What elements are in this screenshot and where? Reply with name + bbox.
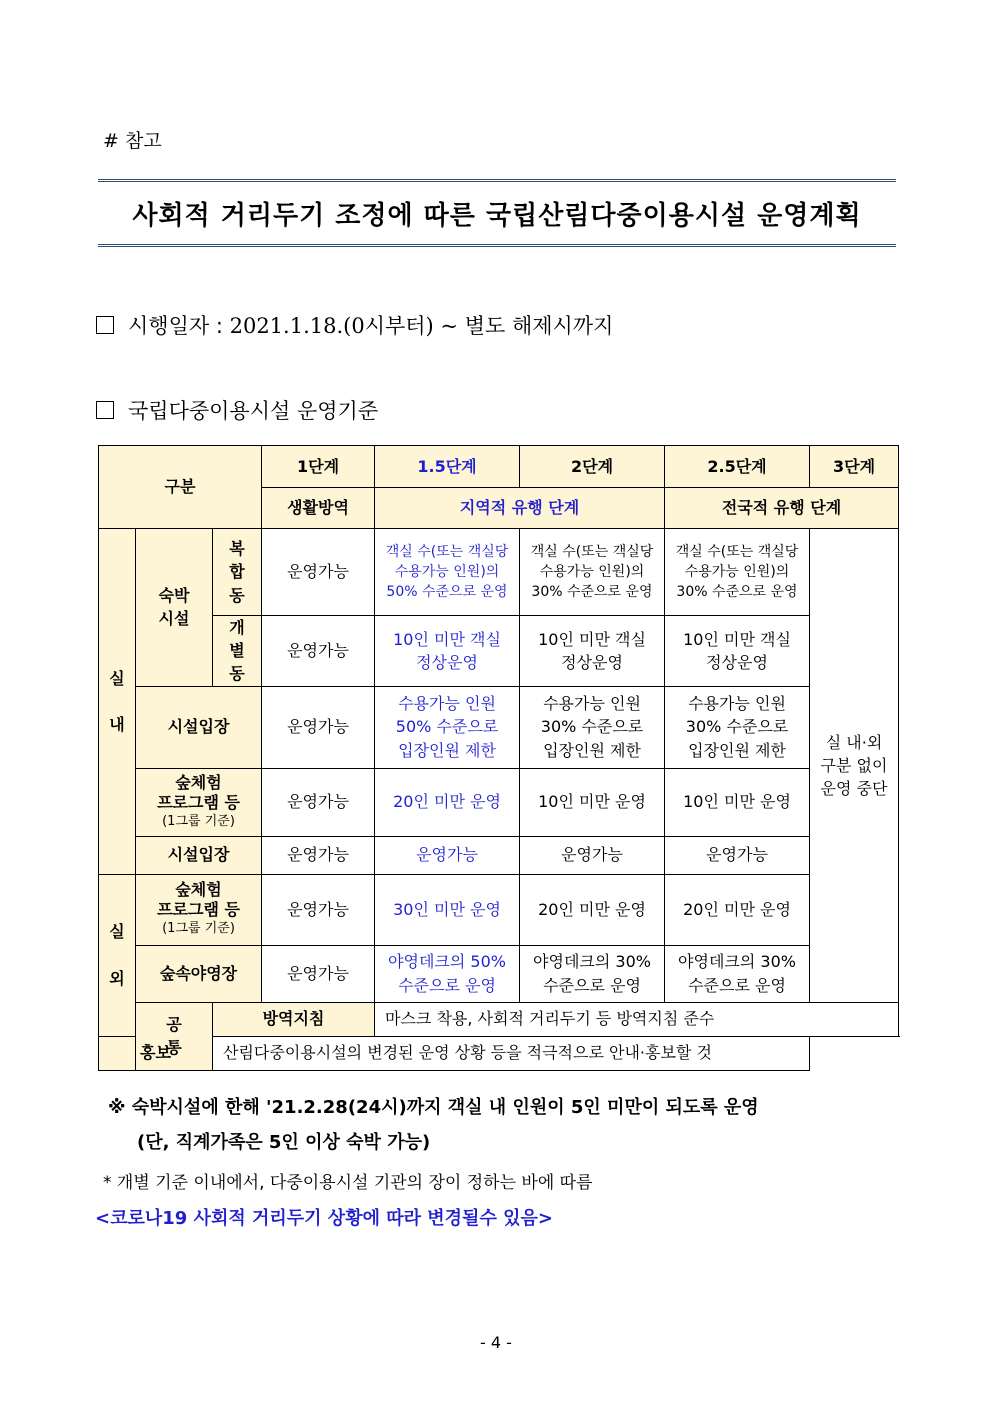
level-national: 전국적 유행 단계 — [665, 488, 899, 529]
indoor-label: 실 내 — [99, 529, 136, 875]
cell: 운영가능 — [375, 836, 520, 874]
cell: 야영데크의 50% 수준으로 운영 — [375, 945, 520, 1002]
reference-note: # 참고 — [103, 130, 162, 152]
complex-label: 복 합 동 — [213, 529, 262, 616]
page-number: - 4 - — [480, 1333, 512, 1352]
lodging-label: 숙박 시설 — [136, 529, 213, 687]
indoor-program-label: 숲체험 프로그램 등 (1그룹 기준) — [136, 768, 262, 836]
common-label: 공 통 — [136, 1002, 213, 1070]
section1-label: 시행일자 : — [128, 314, 223, 338]
camping-label: 숲속야영장 — [136, 945, 262, 1002]
cell: 운영가능 — [262, 836, 375, 874]
cell: 10인 미만 운영 — [665, 768, 810, 836]
cell: 10인 미만 운영 — [520, 768, 665, 836]
cell: 운영가능 — [262, 686, 375, 768]
footnote-lodging-exception: (단, 직계가족은 5인 이상 숙박 가능) — [137, 1132, 431, 1153]
cell: 객실 수(또는 객실당 수용가능 인원)의 50% 수준으로 운영 — [375, 529, 520, 616]
cell: 20인 미만 운영 — [665, 874, 810, 945]
stage-3: 3단계 — [810, 446, 899, 488]
level-regional: 지역적 유행 단계 — [375, 488, 665, 529]
cell: 야영데크의 30% 수준으로 운영 — [520, 945, 665, 1002]
cell: 10인 미만 객실 정상운영 — [665, 616, 810, 687]
section1-value: 2021.1.18.(0시부터) ~ 별도 해제시까지 — [229, 314, 614, 338]
cell: 운영가능 — [665, 836, 810, 874]
cell: 20인 미만 운영 — [375, 768, 520, 836]
cell: 운영가능 — [262, 874, 375, 945]
cell: 10인 미만 객실 정상운영 — [375, 616, 520, 687]
promotion-value: 산림다중이용시설의 변경된 운영 상황 등을 적극적으로 안내·홍보할 것 — [213, 1036, 810, 1070]
checkbox-square-icon — [96, 316, 114, 334]
page-title: 사회적 거리두기 조정에 따른 국립산림다중이용시설 운영계획 — [132, 200, 862, 231]
section-effective-date — [96, 310, 613, 340]
cell: 수용가능 인원 30% 수준으로 입장인원 제한 — [665, 686, 810, 768]
col-label: 구분 — [99, 446, 262, 529]
stage-2: 2단계 — [520, 446, 665, 488]
stage3-cell: 실 내·외 구분 없이 운영 중단 — [810, 529, 899, 1003]
cell: 운영가능 — [520, 836, 665, 874]
quarantine-label: 방역지침 — [213, 1002, 375, 1036]
footnote-covid-notice: <코로나19 사회적 거리두기 상황에 따라 변경될수 있음> — [95, 1208, 553, 1229]
title-box — [98, 179, 896, 247]
cell: 운영가능 — [262, 529, 375, 616]
criteria-table — [98, 445, 899, 1071]
individual-label: 개 별 동 — [213, 616, 262, 687]
footnote-criteria: * 개별 기준 이내에서, 다중이용시설 기관의 장이 정하는 바에 따름 — [103, 1173, 593, 1193]
section2-label: 국립다중이용시설 운영기준 — [128, 399, 379, 423]
footnote-lodging: ※ 숙박시설에 한해 '21.2.28(24시)까지 객실 내 인원이 5인 미만이 되도록 운영 — [108, 1097, 759, 1118]
cell: 객실 수(또는 객실당 수용가능 인원)의 30% 수준으로 운영 — [665, 529, 810, 616]
cell: 수용가능 인원 30% 수준으로 입장인원 제한 — [520, 686, 665, 768]
stage-1: 1단계 — [262, 446, 375, 488]
outdoor-entry-label: 시설입장 — [136, 836, 262, 874]
outdoor-label: 실 외 — [99, 874, 136, 1036]
quarantine-value: 마스크 착용, 사회적 거리두기 등 방역지침 준수 — [375, 1002, 899, 1036]
group-basis-note: (1그룹 기준) — [162, 813, 235, 829]
indoor-entry-label: 시설입장 — [136, 686, 262, 768]
stage-1-5: 1.5단계 — [375, 446, 520, 488]
cell: 운영가능 — [262, 616, 375, 687]
stage-2-5: 2.5단계 — [665, 446, 810, 488]
checkbox-square-icon — [96, 401, 114, 419]
cell: 야영데크의 30% 수준으로 운영 — [665, 945, 810, 1002]
cell: 수용가능 인원 50% 수준으로 입장인원 제한 — [375, 686, 520, 768]
cell: 객실 수(또는 객실당 수용가능 인원)의 30% 수준으로 운영 — [520, 529, 665, 616]
outdoor-program-label: 숲체험 프로그램 등 (1그룹 기준) — [136, 874, 262, 945]
section-operating-criteria — [96, 395, 378, 425]
promotion-label: 홍보 — [99, 1036, 213, 1070]
level-daily: 생활방역 — [262, 488, 375, 529]
cell: 운영가능 — [262, 945, 375, 1002]
cell: 20인 미만 운영 — [520, 874, 665, 945]
cell: 30인 미만 운영 — [375, 874, 520, 945]
cell: 10인 미만 객실 정상운영 — [520, 616, 665, 687]
group-basis-note: (1그룹 기준) — [162, 921, 235, 937]
cell: 운영가능 — [262, 768, 375, 836]
